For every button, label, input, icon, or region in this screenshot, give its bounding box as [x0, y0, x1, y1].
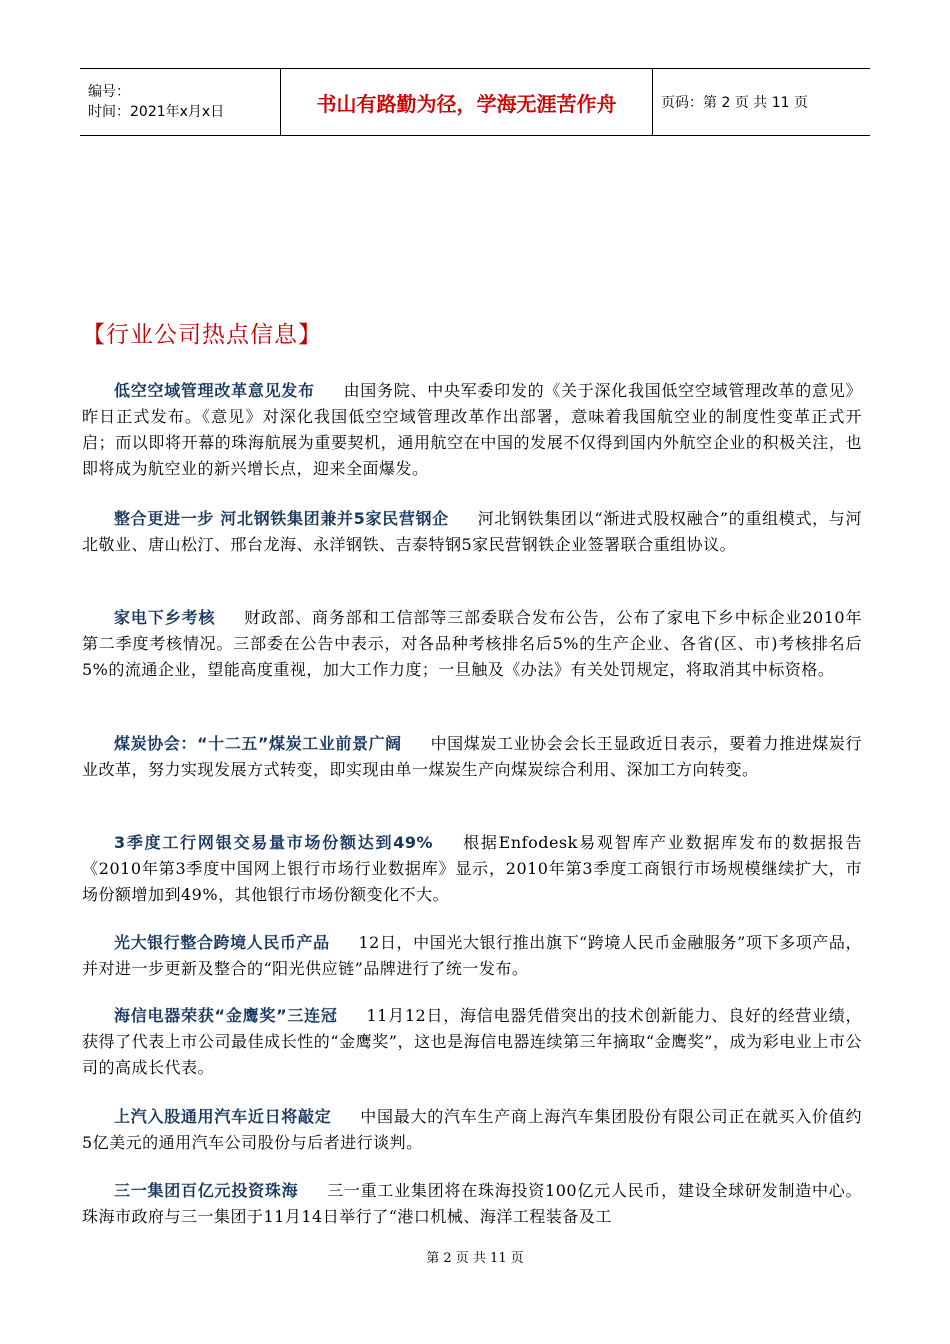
page-footer: 第 2 页 共 11 页	[426, 1251, 524, 1266]
news-item	[82, 1104, 862, 1156]
news-item	[82, 605, 862, 683]
news-headline: 3季度工行网银交易量市场份额达到49%	[114, 833, 434, 852]
news-body: 中国最大的汽车生产商上海汽车集团股份有限公司正在就买入价值约5亿美元的通用汽车公司股份与后者进行谈判。	[82, 1107, 862, 1152]
news-headline: 煤炭协会：“十二五”煤炭工业前景广阔	[114, 734, 402, 753]
news-headline: 光大银行整合跨境人民币产品	[114, 933, 330, 952]
page-header	[80, 68, 870, 136]
news-body: 11月12日，海信电器凭借突出的技术创新能力、良好的经营业绩，获得了代表上市公司最佳成长性的“金鹰奖”，这也是海信电器连续第三年摘取“金鹰奖”，成为彩电业上市公司的高成长代表。	[82, 1006, 862, 1077]
news-headline: 家电下乡考核	[114, 608, 216, 627]
news-headline: 上汽入股通用汽车近日将敲定	[114, 1107, 332, 1126]
news-body: 根据Enfodesk易观智库产业数据库发布的数据报告《2010年第3季度中国网上银行市场行业数据库》显示，2010年第3季度工商银行市场规模继续扩大，市场份额增加到49%，其他银行市场份额变化不大。	[82, 833, 862, 904]
news-item	[82, 378, 862, 482]
news-headline: 低空空域管理改革意见发布	[114, 381, 315, 400]
news-item	[82, 830, 862, 908]
news-body: 三一重工业集团将在珠海投资100亿元人民币，建设全球研发制造中心。珠海市政府与三一集团于11月14日举行了“港口机械、海洋工程装备及工	[82, 1181, 862, 1226]
news-item	[82, 731, 862, 783]
news-headline: 三一集团百亿元投资珠海	[114, 1181, 299, 1200]
news-item	[82, 506, 862, 558]
news-body: 由国务院、中央军委印发的《关于深化我国低空空域管理改革的意见》昨日正式发布。《意见》对深化我国低空空域管理改革作出部署，意味着我国航空业的制度性变革正式开启；而以即将开幕的珠海航展为重要契机，通用航空在中国的发展不仅得到国内外航空企业的积极关注，也即将成为航空业的新兴增长点，迎来全面爆发。	[82, 381, 862, 478]
news-body: 财政部、商务部和工信部等三部委联合发布公告，公布了家电下乡中标企业2010年第二季度考核情况。三部委在公告中表示，对各品种考核排名后5%的生产企业、各省(区、市)考核排名后5%的流通企业，望能高度重视，加大工作力度；一旦触及《办法》有关处罚规定，将取消其中标资格。	[82, 608, 862, 679]
document-number-label: 编号：	[88, 84, 130, 100]
news-body: 12日，中国光大银行推出旗下“跨境人民币金融服务”项下多项产品，并对进一步更新及整合的“阳光供应链”品牌进行了统一发布。	[82, 933, 862, 978]
news-body: 河北钢铁集团以“渐进式股权融合”的重组模式，与河北敬业、唐山松汀、邢台龙海、永洋钢铁、吉泰特钢5家民营钢铁企业签署联合重组协议。	[82, 509, 862, 554]
news-item	[82, 930, 862, 982]
header-motto: 书山有路勤为径，学海无涯苦作舟	[316, 91, 617, 116]
news-headline: 整合更进一步 河北钢铁集团兼并5家民营钢企	[114, 509, 449, 528]
section-title: 【行业公司热点信息】	[82, 322, 322, 348]
news-item	[82, 1178, 862, 1230]
header-motto-cell	[280, 69, 653, 135]
document-time-label: 时间：2021年x月x日	[88, 104, 225, 120]
header-meta	[80, 69, 280, 135]
header-page-info: 页码：第 2 页 共 11 页	[661, 95, 808, 111]
header-page-info-cell	[653, 69, 870, 135]
news-body: 中国煤炭工业协会会长王显政近日表示，要着力推进煤炭行业改革，努力实现发展方式转变，即实现由单一煤炭生产向煤炭综合利用、深加工方向转变。	[82, 734, 862, 779]
news-headline: 海信电器荣获“金鹰奖”三连冠	[114, 1006, 338, 1025]
news-item	[82, 1003, 862, 1081]
